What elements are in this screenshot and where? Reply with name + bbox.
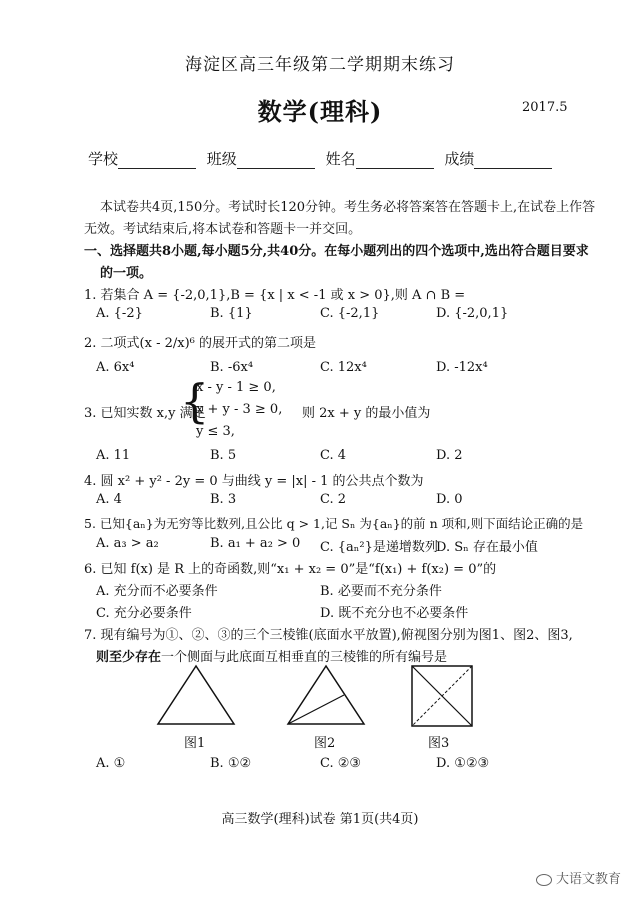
q2-option-b: B. -6x⁴ (210, 360, 254, 375)
q4-option-d: D. 0 (436, 492, 463, 507)
q6-option-d: D. 既不充分也不必要条件 (320, 606, 469, 621)
q5-option-c: C. {aₙ²}是递增数列 (320, 540, 438, 555)
watermark (536, 868, 621, 887)
class-blank (237, 154, 315, 169)
page-footer: 高三数学(理科)试卷 第1页(共4页) (221, 812, 419, 827)
q2-option-a: A. 6x⁴ (96, 360, 135, 375)
q6-option-a: A. 充分而不必要条件 (96, 584, 218, 599)
q2-option-d: D. -12x⁴ (436, 360, 488, 375)
question-1-stem: 1. 若集合 A = {-2,0,1},B = {x | x < -1 或 x > 0},则 A ∩ B = (84, 288, 466, 303)
question-3-stem-suffix: 则 2x + y 的最小值为 (302, 406, 431, 421)
figure-1-triangle (156, 664, 236, 726)
q5-option-d: D. Sₙ 存在最小值 (436, 540, 538, 555)
subject-title: 数学(理科) (257, 97, 383, 126)
q3-option-d: D. 2 (436, 448, 463, 463)
section-heading-line-2: 的一项。 (100, 266, 153, 281)
q7-option-b: B. ①② (210, 756, 252, 771)
name-blank (356, 154, 434, 169)
intro-line-1: 本试卷共4页,150分。考试时长120分钟。考生务必将答案答在答题卡上,在试卷上作答 (100, 200, 596, 215)
q1-option-d: D. {-2,0,1} (436, 306, 509, 321)
question-6-stem: 6. 已知 f(x) 是 R 上的奇函数,则“x₁ + x₂ = 0”是“f(x₁) + f(x₂) = 0”的 (84, 562, 497, 577)
wechat-icon (536, 874, 552, 886)
q7-option-d: D. ①②③ (436, 756, 490, 771)
q5-option-a: A. a₃ > a₂ (96, 536, 159, 551)
intro-line-2: 无效。考试结束后,将本试卷和答题卡一并交回。 (84, 222, 362, 237)
school-blank (118, 154, 196, 169)
question-2-stem: 2. 二项式(x - 2/x)⁶ 的展开式的第二项是 (84, 336, 316, 351)
figure-2-label: 图2 (314, 736, 336, 751)
question-4-stem: 4. 圆 x² + y² - 2y = 0 与曲线 y = |x| - 1 的公共点个数为 (84, 474, 424, 489)
exam-title: 海淀区高三年级第二学期期末练习 (185, 55, 455, 75)
q7-option-c: C. ②③ (320, 756, 362, 771)
question-7-stem-line-2 (96, 646, 447, 665)
figure-2-triangle (286, 664, 366, 726)
q5-option-b: B. a₁ + a₂ > 0 (210, 536, 301, 551)
name-label: 姓名 (325, 150, 356, 168)
section-heading-part-1: 一、选择题共8小题,每小题5分,共40分。 (84, 244, 325, 259)
q1-option-c: C. {-2,1} (320, 306, 380, 321)
school-label: 学校 (88, 150, 119, 168)
q3-option-c: C. 4 (320, 448, 347, 463)
question-7-stem-line-1: 7. 现有编号为①、②、③的三个三棱锥(底面水平放置),俯视图分别为图1、图2、图3, (84, 628, 573, 643)
question-3-stem-prefix: 3. 已知实数 x,y 满足 (84, 406, 206, 421)
score-blank (474, 154, 552, 169)
q3-option-a: A. 11 (96, 448, 131, 463)
q3-inequality-1: x - y - 1 ≥ 0, (196, 380, 276, 395)
figure-1-label: 图1 (184, 736, 206, 751)
figure-3-square (410, 664, 474, 728)
q4-option-b: B. 3 (210, 492, 237, 507)
q1-option-a: A. {-2} (96, 306, 143, 321)
q7-emphasis: 则至少存在 (96, 650, 162, 665)
q6-option-c: C. 充分必要条件 (96, 606, 192, 621)
q4-option-a: A. 4 (96, 492, 122, 507)
system-brace: { (180, 374, 210, 428)
q3-inequality-3: y ≤ 3, (196, 424, 235, 439)
watermark-text: 大语文教育 (556, 872, 622, 887)
q3-inequality-2: x + y - 3 ≥ 0, (196, 402, 283, 417)
exam-date: 2017.5 (522, 100, 568, 115)
section-heading-part-2: 在每小题列出的四个选项中,选出符合题目要求 (324, 244, 589, 259)
q6-option-b: B. 必要而不充分条件 (320, 584, 442, 599)
section-heading (84, 240, 589, 259)
class-label: 班级 (206, 150, 237, 168)
q3-option-b: B. 5 (210, 448, 237, 463)
q2-option-c: C. 12x⁴ (320, 360, 367, 375)
q4-option-c: C. 2 (320, 492, 347, 507)
q7-option-a: A. ① (96, 756, 126, 771)
question-5-stem: 5. 已知{aₙ}为无穷等比数列,且公比 q > 1,记 Sₙ 为{aₙ}的前 n 项和,则下面结论正确的是 (84, 516, 584, 531)
figure-3-label: 图3 (428, 736, 450, 751)
q1-option-b: B. {1} (210, 306, 253, 321)
student-info-row (88, 148, 558, 169)
score-label: 成绩 (444, 150, 475, 168)
q7-stem-rest: 一个侧面与此底面互相垂直的三棱锥的所有编号是 (161, 650, 448, 665)
